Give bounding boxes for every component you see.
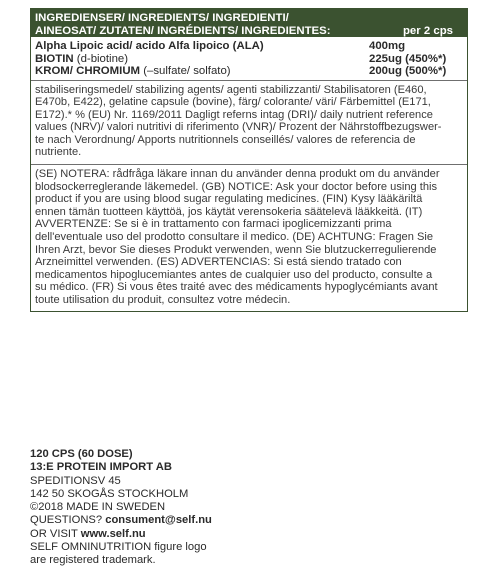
warning-line: (SE) NOTERA: rådfråga läkare innan du använder denna produkt om du använder xyxy=(35,168,440,181)
ingredients-line: te nach Verordnung/ Apports nutritionnels conseillés/ valores de referencia de xyxy=(35,133,416,146)
warning-line: blodsockerreglerande läkemedel. (GB) NOTICE: Ask your doctor before using this xyxy=(35,180,438,193)
warning-line: product if you are using blood sugar regulating medicines. (FIN) Kysy lääkäriltä xyxy=(35,193,423,206)
capsule-count: 120 CPS (60 DOSE) xyxy=(30,448,133,460)
nutrient-table xyxy=(31,37,467,81)
nutrient-name: KROM/ CHROMIUM xyxy=(35,65,141,77)
contact-email: consument@self.nu xyxy=(105,514,212,527)
city-address: 142 50 SKOGÅS STOCKHOLM xyxy=(30,487,189,500)
warnings-text xyxy=(31,165,467,311)
visit-line xyxy=(30,528,212,541)
company-name: 13:E PROTEIN IMPORT AB xyxy=(30,461,172,474)
warning-line: ennen tämän tuotteen käyttöä, jos käytät verensokeria säätelevä lääkkeitä. (IT) xyxy=(35,205,423,218)
questions-line xyxy=(30,514,212,527)
nutrient-amount: 200ug (500%*) xyxy=(369,65,447,77)
ingredients-panel xyxy=(30,8,468,312)
header-title-line2: AINEOSAT/ ZUTATEN/ INGRÉDIENTS/ INGREDIENTES: xyxy=(35,25,331,37)
questions-label: QUESTIONS? xyxy=(30,514,106,527)
nutrient-amount: 225ug (450%*) xyxy=(369,52,447,65)
ingredients-line: E172).* % (EU) Nr. 1169/2011 Dagligt referns intag (DRI)/ daily nutrient reference xyxy=(35,108,433,121)
nutrient-row-ala xyxy=(35,40,463,53)
street-address: SPEDITIONSV 45 xyxy=(30,474,121,487)
warning-line: dell'eventuale uso del prodotto consultare il medico. (DE) ACHTUNG: Fragen Sie xyxy=(35,231,433,244)
ingredients-header xyxy=(31,9,467,37)
nutrient-name: Alpha Lipoic acid/ acido Alfa lipoico (ALA) xyxy=(35,40,264,52)
nutrient-name: BIOTIN xyxy=(35,52,74,65)
trademark-line-1: SELF OMNINUTRITION figure logo xyxy=(30,541,207,554)
nutrient-row-biotin xyxy=(35,53,463,66)
trademark-line-2: are registered trademark. xyxy=(30,554,156,567)
nutrient-note: (–sulfate/ solfato) xyxy=(140,65,231,77)
ingredients-line: values (NRV)/ valori nutritivi di riferimento (VNR)/ Prozent der Nährstoffbezugswer- xyxy=(35,121,442,134)
warning-line: su médico. (FR) Si vous êtes traité avec des médicaments hypoglycémiants avant xyxy=(35,281,438,294)
made-in: ©2018 MADE IN SWEDEN xyxy=(30,501,166,514)
header-title-line1: INGREDIENSER/ INGREDIENTS/ INGREDIENTI/ xyxy=(35,12,289,24)
ingredients-line: stabiliseringsmedel/ stabilizing agents/ agenti stabilizzanti/ Stabilisatoren (E460, xyxy=(35,83,427,96)
warning-line: Ihren Arzt, bevor Sie dieses Produkt verwenden, wenn Sie blutzuckerregulierende xyxy=(35,243,437,256)
warning-line: AVVERTENZE: Se si è in trattamento con farmaci ipoglicemizzanti prima xyxy=(35,218,392,231)
header-per-serving: per 2 cps xyxy=(402,25,453,37)
ingredients-line: E470b, E422), gelatine capsule (bovine), färg/ colorante/ väri/ Färbemittel (E171, xyxy=(35,96,431,109)
warning-line: toute utilisation du produit, consultez votre médecin. xyxy=(35,294,291,306)
company-info xyxy=(30,448,212,568)
nutrient-note: (d-biotine) xyxy=(73,52,129,65)
ingredients-line: nutriente. xyxy=(35,146,82,159)
website: www.self.nu xyxy=(80,527,146,540)
nutrient-amount: 400mg xyxy=(369,40,406,52)
visit-label: OR VISIT xyxy=(30,527,81,540)
nutrient-row-chromium xyxy=(35,65,463,78)
warning-line: medicamentos hipoglucemiantes antes de cualquier uso del producto, consulte a xyxy=(35,268,433,281)
warning-line: Arzneimittel verwenden. (ES) ADVERTENCIAS: Si está siendo tratado con xyxy=(35,256,402,269)
ingredients-text xyxy=(31,81,467,166)
